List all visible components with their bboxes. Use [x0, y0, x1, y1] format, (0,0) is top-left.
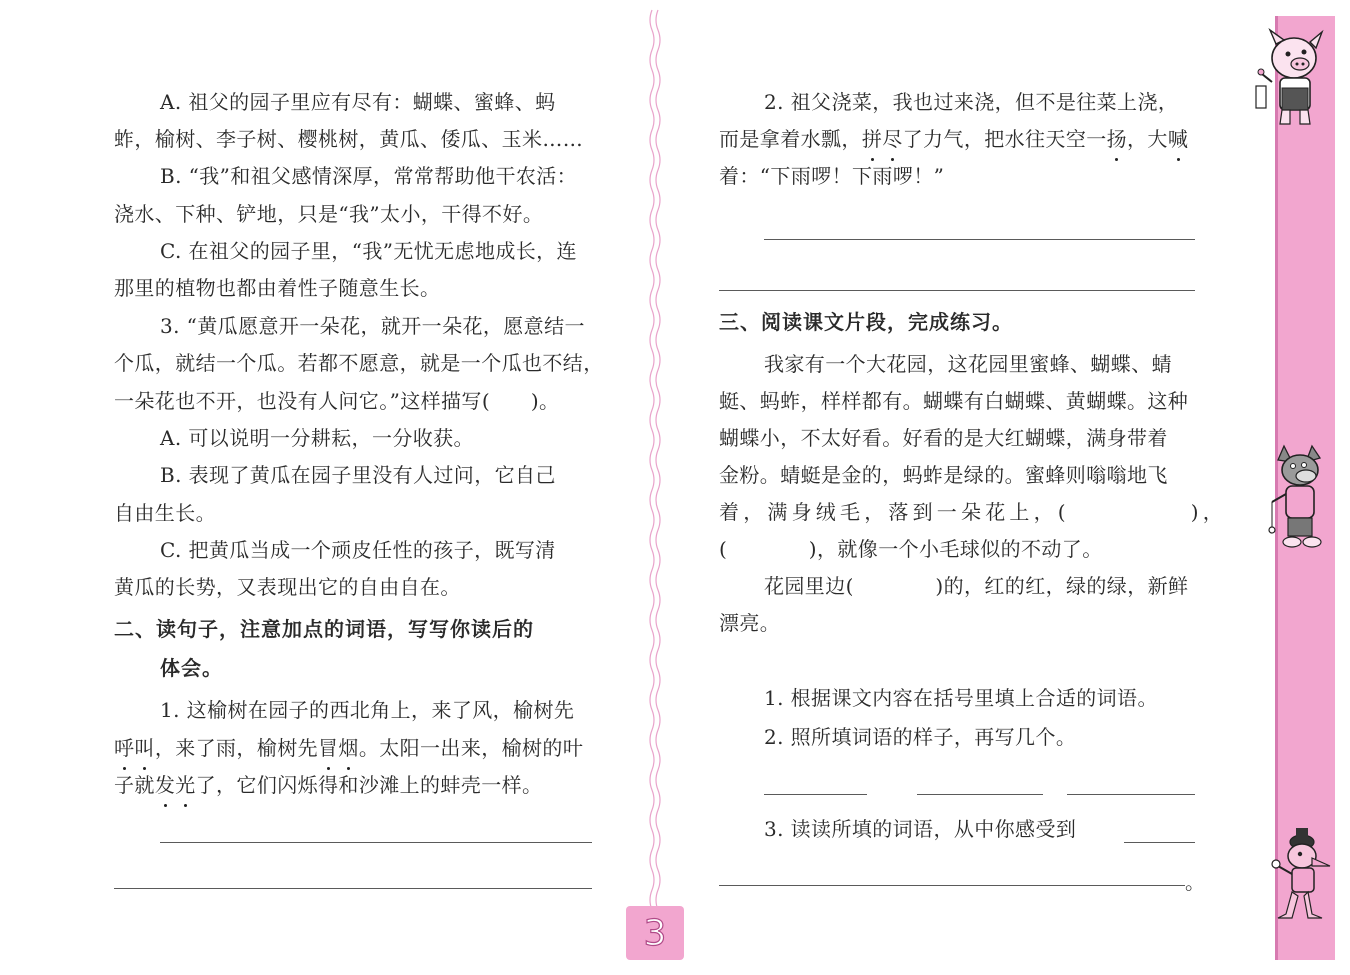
emphasis-dot-char: 冒 [318, 730, 338, 766]
passage-line: 蝴蝶小，不太好看。好看的是大红蝴蝶，满身带着 [719, 426, 1168, 450]
answer-line[interactable] [1067, 794, 1195, 795]
option-a: A. 可以说明一分耕耘，一分收获。 [160, 426, 474, 450]
option-c: C. 把黄瓜当成一个顽皮任性的孩子，既写清 [160, 538, 556, 562]
question-2: 2. 祖父浇菜，我也过来浇，但不是往菜上浇， [764, 90, 1179, 114]
emphasis-dot-char: 扬 [1107, 121, 1127, 157]
emphasis-dot-char: 尽 [882, 121, 902, 157]
dotted-word [1107, 127, 1127, 151]
section-2-q1: 1. 这榆树在园子的西北角上，来了风，榆树先 [160, 698, 575, 722]
page-number-badge [626, 906, 684, 960]
text-span: 而是拿着水瓢， [719, 127, 862, 151]
answer-line[interactable] [719, 885, 1185, 886]
left-page [0, 0, 650, 975]
emphasis-dot-char: 光 [175, 767, 195, 803]
period-mark: 。 [1185, 870, 1206, 894]
text-line: 着：“下雨啰！下雨啰！” [719, 164, 945, 188]
text-line: 浇水、下种、铲地，只是“我”太小，干得不好。 [114, 202, 544, 226]
emphasis-dot-char: 呼 [114, 730, 134, 766]
text-line [114, 730, 583, 766]
text-span: 了，它们闪烁得和沙滩上的蚌壳一样。 [195, 773, 543, 797]
emphasis-dot-char: 叫 [134, 730, 154, 766]
exercise-2: 2. 照所填词语的样子，再写几个。 [764, 725, 1077, 749]
answer-line[interactable] [1124, 842, 1195, 843]
text-line: C. 在祖父的园子里，“我”无忧无虑地成长，连 [160, 239, 577, 263]
text-line: 蚱，榆树、李子树、樱桃树，黄瓜、倭瓜、玉米…… [114, 127, 584, 151]
dotted-word [155, 773, 196, 797]
answer-line[interactable] [917, 794, 1043, 795]
section-2-heading: 二、读句子，注意加点的词语，写写你读后的 [114, 617, 534, 641]
exercise-3: 3. 读读所填的词语，从中你感受到 [764, 817, 1077, 841]
dotted-word [318, 736, 359, 760]
answer-line[interactable] [114, 888, 592, 889]
passage-line: 花园里边( )的，红的红，绿的绿，新鲜 [764, 574, 1189, 598]
page-number: 3 [643, 912, 667, 954]
answer-line[interactable] [764, 794, 867, 795]
text-line [114, 767, 542, 803]
passage-line: 着，满身绒毛，落到一朵花上，( )， [719, 500, 1228, 524]
text-span: ，来了雨，榆树先 [154, 736, 319, 760]
passage-line: ( )，就像一个小毛球似的不动了。 [719, 537, 1103, 561]
answer-line[interactable] [764, 239, 1195, 240]
dotted-word [862, 127, 903, 151]
wolf-yoyo-mascot-icon [1262, 442, 1338, 552]
section-2-heading-cont: 体会。 [160, 656, 223, 680]
passage-line: 金粉。蜻蜓是金的，蚂蚱是绿的。蜜蜂则嗡嗡地飞 [719, 463, 1168, 487]
text-span: 了力气，把水往天空一 [902, 127, 1107, 151]
text-span: ，大 [1127, 127, 1168, 151]
text-line [719, 121, 1188, 157]
dotted-word [1168, 127, 1188, 151]
bird-mascot-icon [1256, 822, 1336, 926]
text-line: 个瓜，就结一个瓜。若都不愿意，就是一个瓜也不结， [114, 351, 604, 375]
text-line: 一朵花也不开，也没有人问它。”这样描写( )。 [114, 389, 560, 413]
passage-line: 蜓、蚂蚱，样样都有。蝴蝶有白蝴蝶、黄蝴蝶。这种 [719, 389, 1189, 413]
answer-line[interactable] [160, 842, 592, 843]
dotted-word [114, 736, 155, 760]
text-line: 自由生长。 [114, 501, 216, 525]
passage-line: 我家有一个大花园，这花园里蜜蜂、蝴蝶、蜻 [764, 352, 1172, 376]
emphasis-dot-char: 烟 [338, 730, 358, 766]
text-span: 子就 [114, 773, 155, 797]
answer-line[interactable] [719, 290, 1195, 291]
text-line: A. 祖父的园子里应有尽有：蝴蝶、蜜蜂、蚂 [160, 90, 556, 114]
emphasis-dot-char: 喊 [1168, 121, 1188, 157]
option-b: B. 表现了黄瓜在园子里没有人过问，它自己 [160, 463, 556, 487]
text-span: 。太阳一出来，榆树的叶 [358, 736, 584, 760]
text-line: 黄瓜的长势，又表现出它的自由自在。 [114, 575, 461, 599]
exercise-1: 1. 根据课文内容在括号里填上合适的词语。 [764, 686, 1158, 710]
emphasis-dot-char: 拼 [862, 121, 882, 157]
passage-line: 漂亮。 [719, 611, 781, 635]
text-line: B. “我”和祖父感情深厚，常常帮助他干农活： [160, 164, 578, 188]
question-3: 3. “黄瓜愿意开一朵花，就开一朵花，愿意结一 [160, 314, 585, 338]
pig-mascot-icon [1252, 28, 1332, 128]
section-3-heading: 三、阅读课文片段，完成练习。 [719, 310, 1013, 334]
text-line: 那里的植物也都由着性子随意生长。 [114, 276, 441, 300]
emphasis-dot-char: 发 [155, 767, 175, 803]
